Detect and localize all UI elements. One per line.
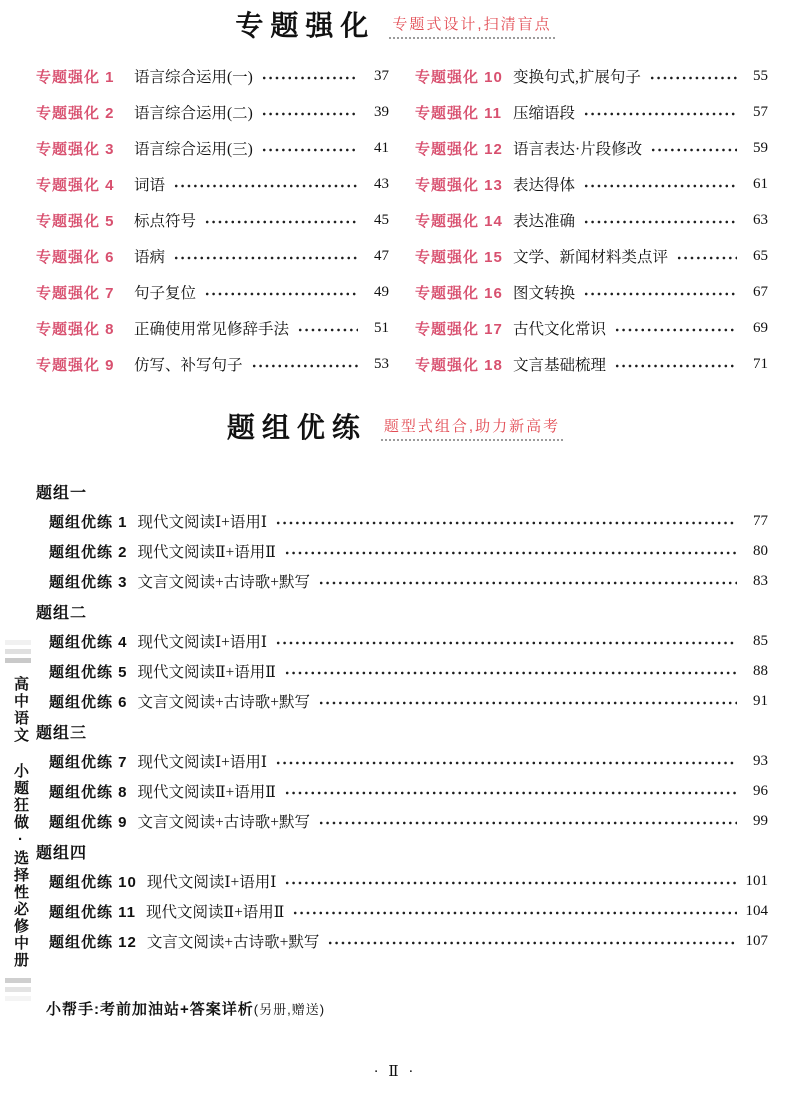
toc-entry-page: 71 (753, 355, 768, 372)
toc-entry (36, 806, 768, 836)
group-name: 题组二 (36, 604, 88, 622)
toc-entry (415, 202, 768, 238)
toc-entry-title: 语病 (134, 249, 166, 267)
stripe (5, 658, 31, 663)
toc-entry-title: 语言综合运用(二) (134, 105, 253, 123)
toc-entry (415, 94, 768, 130)
toc-entry-page: 49 (374, 283, 389, 300)
dot-leader (173, 183, 358, 189)
toc-entry-title: 表达得体 (513, 177, 576, 195)
toc-entry-label: 题组优练 9 (49, 813, 128, 831)
toc-entry-label: 专题强化 4 (36, 176, 115, 194)
dot-leader (676, 255, 737, 261)
dot-leader (649, 75, 737, 81)
toc-entry-page: 39 (374, 103, 389, 120)
group-name: 题组一 (36, 484, 88, 502)
toc-entry (36, 94, 389, 130)
toc-entry-label: 题组优练 10 (49, 873, 137, 891)
toc-entry-title: 变换句式,扩展句子 (513, 69, 641, 87)
group-name: 题组四 (36, 844, 88, 862)
dot-leader (284, 790, 737, 796)
dot-leader (261, 147, 358, 153)
toc-entry-label: 题组优练 1 (49, 513, 128, 531)
dot-leader (284, 550, 737, 556)
toc-entry-title: 语言表达·片段修改 (513, 141, 643, 159)
toc-entry-page: 55 (753, 67, 768, 84)
toc-entry (415, 238, 768, 274)
toc-entry (36, 896, 768, 926)
toc-entry (36, 58, 389, 94)
question-group (36, 836, 768, 956)
section-topics-subtitle: 专题式设计,扫清盲点 (389, 13, 554, 39)
question-group (36, 596, 768, 716)
stripe (5, 640, 31, 645)
toc-entry-title: 句子复位 (134, 285, 197, 303)
toc-entry (36, 202, 389, 238)
toc-entry (36, 866, 768, 896)
toc-entry-page: 59 (753, 139, 768, 156)
toc-entry-page: 88 (753, 662, 768, 679)
question-group (36, 476, 768, 596)
dot-leader (318, 580, 737, 586)
dot-leader (204, 291, 358, 297)
toc-entry-title: 现代文阅读Ⅱ+语用Ⅱ (137, 784, 276, 802)
toc-entry-label: 专题强化 5 (36, 212, 115, 230)
dot-leader (614, 327, 737, 333)
dot-leader (251, 363, 358, 369)
toc-entry-title: 现代文阅读Ⅰ+语用Ⅰ (137, 754, 268, 772)
toc-entry-label: 专题强化 11 (415, 104, 503, 122)
toc-entry-label: 专题强化 16 (415, 284, 503, 302)
toc-entry-label: 题组优练 5 (49, 663, 128, 681)
toc-entry-title: 语言综合运用(一) (134, 69, 253, 87)
toc-entry (415, 130, 768, 166)
toc-entry-label: 专题强化 12 (415, 140, 503, 158)
dot-leader (284, 670, 737, 676)
dot-leader (297, 327, 358, 333)
toc-entry-label: 题组优练 4 (49, 633, 128, 651)
toc-entry-label: 专题强化 7 (36, 284, 115, 302)
dot-leader (583, 291, 737, 297)
toc-entry-label: 专题强化 3 (36, 140, 115, 158)
toc-entry-title: 古代文化常识 (513, 321, 607, 339)
toc-entry-title: 正确使用常见修辞手法 (134, 321, 290, 339)
helper-note-text: 小帮手:考前加油站+答案详析 (46, 1001, 254, 1019)
section-topics-header (0, 0, 790, 42)
toc-entry (36, 656, 768, 686)
toc-entry-title: 现代文阅读Ⅰ+语用Ⅰ (146, 874, 277, 892)
sidebar-stripes-top (5, 640, 31, 667)
dot-leader (292, 910, 737, 916)
toc-entry-page: 91 (753, 692, 768, 709)
toc-entry-title: 标点符号 (134, 213, 197, 231)
dot-leader (284, 880, 737, 886)
toc-entry (415, 274, 768, 310)
toc-entry-page: 77 (753, 512, 768, 529)
dot-leader (275, 760, 737, 766)
toc-entry-title: 文言文阅读+古诗歌+默写 (137, 694, 310, 712)
toc-entry (36, 310, 389, 346)
toc-entry-label: 题组优练 8 (49, 783, 128, 801)
toc-entry-label: 专题强化 1 (36, 68, 115, 86)
toc-entry (36, 274, 389, 310)
toc-entry (36, 566, 768, 596)
toc-entry (415, 58, 768, 94)
toc-entry (36, 166, 389, 202)
toc-entry (36, 506, 768, 536)
stripe (5, 996, 31, 1001)
toc-entry (415, 166, 768, 202)
toc-entry-title: 文言文阅读+古诗歌+默写 (137, 814, 310, 832)
toc-entry (36, 238, 389, 274)
toc-entry-label: 题组优练 11 (49, 903, 137, 921)
toc-entry-title: 文言文阅读+古诗歌+默写 (146, 934, 320, 952)
stripe (5, 978, 31, 983)
dot-leader (173, 255, 358, 261)
toc-entry (36, 130, 389, 166)
toc-entry-page: 43 (374, 175, 389, 192)
dot-leader (204, 219, 358, 225)
toc-entry-page: 45 (374, 211, 389, 228)
question-group (36, 716, 768, 836)
toc-entry-label: 题组优练 12 (49, 933, 137, 951)
toc-entry (415, 346, 768, 382)
dot-leader (327, 940, 737, 946)
toc-entry-title: 现代文阅读Ⅰ+语用Ⅰ (137, 634, 268, 652)
toc-entry-page: 107 (745, 932, 768, 949)
toc-entry-label: 专题强化 8 (36, 320, 115, 338)
toc-entry-title: 文学、新闻材料类点评 (513, 249, 669, 267)
question-groups-toc (36, 476, 768, 956)
page-number: · Ⅱ · (373, 1064, 417, 1080)
toc-entry-label: 题组优练 7 (49, 753, 128, 771)
toc-entry-title: 语言综合运用(三) (134, 141, 253, 159)
toc-entry-page: 37 (374, 67, 389, 84)
toc-entry-page: 85 (753, 632, 768, 649)
toc-entry (36, 776, 768, 806)
toc-entry-page: 41 (374, 139, 389, 156)
toc-entry-title: 图文转换 (513, 285, 576, 303)
toc-entry-label: 专题强化 9 (36, 356, 115, 374)
toc-entry-page: 67 (753, 283, 768, 300)
toc-entry-page: 47 (374, 247, 389, 264)
toc-entry (36, 536, 768, 566)
toc-entry-page: 99 (753, 812, 768, 829)
toc-entry-label: 专题强化 13 (415, 176, 503, 194)
toc-entry-label: 专题强化 2 (36, 104, 115, 122)
toc-entry-title: 文言文阅读+古诗歌+默写 (137, 574, 310, 592)
sidebar-series-title: 高中语文 小题狂做·选择性必修中册 (12, 676, 29, 969)
toc-entry-title: 词语 (134, 177, 166, 195)
toc-entry-title: 现代文阅读Ⅱ+语用Ⅱ (146, 904, 285, 922)
toc-entry-label: 专题强化 15 (415, 248, 503, 266)
toc-entry-title: 现代文阅读Ⅱ+语用Ⅱ (137, 664, 276, 682)
toc-entry-page: 83 (753, 572, 768, 589)
toc-entry-page: 51 (374, 319, 389, 336)
toc-entry-page: 61 (753, 175, 768, 192)
section-groups-title: 题组优练 (226, 412, 367, 444)
toc-entry (36, 626, 768, 656)
toc-entry-page: 96 (753, 782, 768, 799)
stripe (5, 987, 31, 992)
toc-entry-page: 69 (753, 319, 768, 336)
toc-entry-label: 专题强化 10 (415, 68, 503, 86)
dot-leader (650, 147, 737, 153)
dot-leader (583, 183, 737, 189)
toc-entry-label: 专题强化 14 (415, 212, 503, 230)
dot-leader (583, 219, 737, 225)
section-topics-title: 专题强化 (235, 10, 376, 41)
topics-toc (36, 58, 768, 382)
topics-toc-right-column (415, 58, 768, 382)
toc-entry (36, 926, 768, 956)
dot-leader (614, 363, 737, 369)
toc-entry-title: 文言基础梳理 (513, 357, 607, 375)
toc-entry-label: 题组优练 6 (49, 693, 128, 711)
toc-entry-title: 压缩语段 (513, 105, 576, 123)
toc-entry-title: 现代文阅读Ⅱ+语用Ⅱ (137, 544, 276, 562)
toc-entry-title: 表达准确 (513, 213, 576, 231)
section-groups-subtitle: 题型式组合,助力新高考 (381, 415, 563, 441)
sidebar (5, 640, 35, 1005)
stripe (5, 649, 31, 654)
toc-entry-title: 仿写、补写句子 (134, 357, 243, 375)
toc-entry-page: 80 (753, 542, 768, 559)
section-groups-header (0, 412, 790, 444)
sidebar-stripes-bottom (5, 978, 31, 1005)
toc-entry-page: 104 (745, 902, 768, 919)
toc-entry-page: 53 (374, 355, 389, 372)
toc-entry-page: 93 (753, 752, 768, 769)
toc-entry (36, 746, 768, 776)
toc-entry-page: 65 (753, 247, 768, 264)
helper-note-paren: (另册,赠送) (253, 1002, 326, 1018)
toc-entry-label: 专题强化 6 (36, 248, 115, 266)
toc-entry-page: 63 (753, 211, 768, 228)
toc-entry-page: 101 (745, 872, 768, 889)
dot-leader (261, 75, 358, 81)
toc-entry-label: 专题强化 17 (415, 320, 503, 338)
toc-entry-title: 现代文阅读Ⅰ+语用Ⅰ (137, 514, 268, 532)
dot-leader (275, 640, 737, 646)
toc-entry-page: 57 (753, 103, 768, 120)
dot-leader (275, 520, 737, 526)
group-name: 题组三 (36, 724, 88, 742)
toc-entry-label: 题组优练 2 (49, 543, 128, 561)
dot-leader (318, 700, 737, 706)
toc-entry (36, 686, 768, 716)
toc-entry-label: 题组优练 3 (49, 573, 128, 591)
topics-toc-left-column (36, 58, 389, 382)
dot-leader (318, 820, 737, 826)
dot-leader (261, 111, 358, 117)
toc-entry (36, 346, 389, 382)
dot-leader (583, 111, 737, 117)
toc-entry-label: 专题强化 18 (415, 356, 503, 374)
toc-entry (415, 310, 768, 346)
helper-note (46, 998, 790, 1019)
